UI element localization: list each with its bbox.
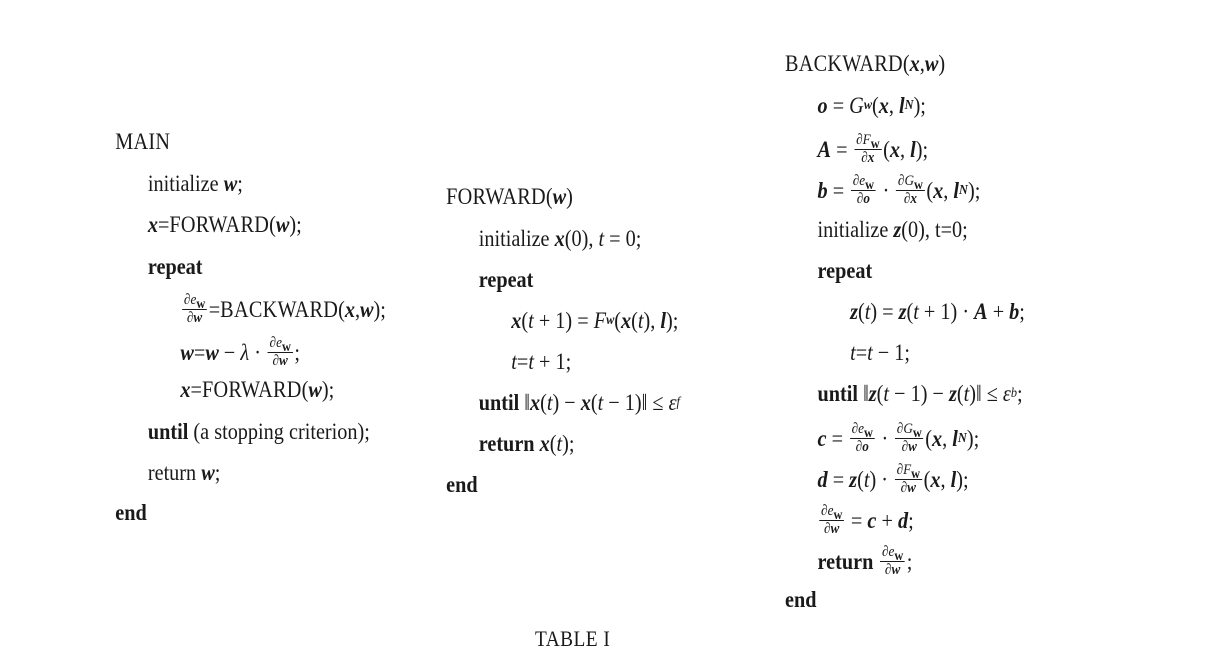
backward-repeat-keyword: repeat bbox=[817, 258, 873, 283]
backward-line-init: initialize z (0), t=0; bbox=[817, 217, 968, 242]
backward-line-A: A = $\frac{\partial F_w}{\partial x}$ ( x , l ); bbox=[817, 132, 929, 166]
main-end: end bbox=[115, 500, 147, 525]
backward-line-c: c = $\frac{\partial e_w}{\partial o}$ · $\frac{\partial G_w}{\partial w}$ ( x , l N ); bbox=[817, 421, 980, 455]
backward-line-return: return $\frac{\partial e_w}{\partial w}$ ; bbox=[817, 544, 913, 578]
backward-line-z: z ( t ) = z ( t + 1) · A + b ; bbox=[850, 299, 1025, 324]
main-line-forward: x = FORWARD ( w ); bbox=[147, 212, 302, 237]
main-line-backward: $\frac{\partial e_w}{\partial w}$ = BACKWARD ( x , w ); bbox=[183, 292, 386, 326]
table-caption: TABLE I bbox=[535, 626, 611, 651]
forward-title: FORWARD ( w ) bbox=[446, 184, 573, 209]
forward-line-return: return x ( t ); bbox=[478, 431, 575, 456]
main-repeat-keyword: repeat bbox=[147, 254, 203, 279]
main-line-init: initialize w ; bbox=[147, 171, 243, 196]
backward-line-t: t = t − 1; bbox=[850, 340, 911, 365]
backward-title: BACKWARD ( x , w ) bbox=[784, 51, 946, 76]
backward-line-d: d = z ( t ) · $\frac{\partial F_w}{\partial w}$ ( x , l ); bbox=[817, 462, 969, 496]
main-line-until: until (a stopping criterion); bbox=[147, 419, 370, 444]
backward-end: end bbox=[784, 587, 817, 612]
main-line-forward2: x = FORWARD ( w ); bbox=[180, 377, 335, 402]
forward-line-t: t = t + 1; bbox=[511, 349, 572, 374]
backward-line-until: until ‖ z ( t − 1) − z ( t )‖ ≤ ε b ; bbox=[817, 381, 1023, 406]
main-line-return: return w ; bbox=[147, 460, 221, 485]
forward-line-until: until ‖ x ( t ) − x ( t − 1)‖ ≤ ε f bbox=[478, 390, 680, 415]
main-line-update: w = w − λ · $\frac{\partial e_w}{\partial w}$ ; bbox=[180, 335, 300, 369]
backward-line-b: b = $\frac{\partial e_w}{\partial o}$ · $\frac{\partial G_w}{\partial x}$ ( x , l N ); bbox=[817, 173, 981, 207]
forward-end: end bbox=[446, 472, 478, 497]
forward-line-init: initialize x (0), t = 0; bbox=[478, 226, 642, 251]
backward-line-grad: $\frac{\partial e_w}{\partial w}$ = c + d ; bbox=[821, 503, 914, 537]
main-title: MAIN bbox=[115, 129, 171, 154]
forward-repeat-keyword: repeat bbox=[478, 267, 534, 292]
forward-line-step: x ( t + 1) = F w ( x ( t ), l ); bbox=[511, 308, 679, 333]
backward-line-o: o = G w ( x , l N ); bbox=[817, 93, 926, 118]
